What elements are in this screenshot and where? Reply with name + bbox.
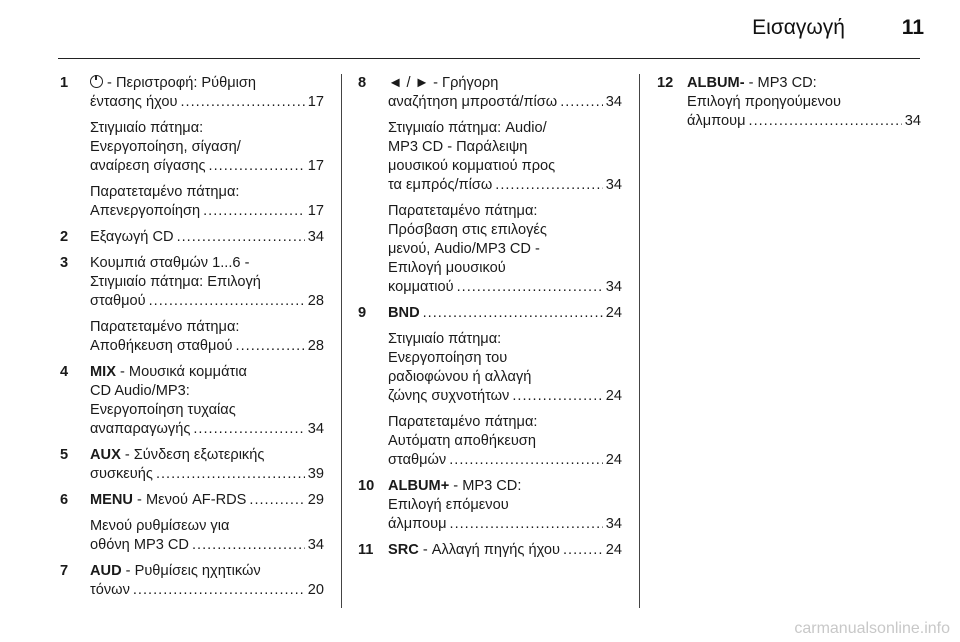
page-ref: 34 xyxy=(605,177,622,193)
entry-text: - MP3 CD: xyxy=(744,75,817,91)
entry-number: 1 xyxy=(60,75,69,91)
entry-10 xyxy=(358,477,622,534)
page-ref: 34 xyxy=(307,421,324,437)
entry-number: 7 xyxy=(60,563,69,579)
sub-entry xyxy=(60,517,324,555)
page-ref: 24 xyxy=(605,542,622,558)
header-rule xyxy=(58,58,920,59)
entry-text: Στιγμιαίο πάτημα: xyxy=(388,331,502,347)
entry-3 xyxy=(60,254,324,311)
page-ref: 24 xyxy=(605,452,622,468)
entry-7 xyxy=(60,562,324,600)
entry-text: Απενεργοποίηση xyxy=(90,203,201,219)
power-knob-icon xyxy=(90,75,103,88)
entry-number: 5 xyxy=(60,447,69,463)
entry-1 xyxy=(60,74,324,112)
entry-text: ραδιοφώνου ή αλλαγή xyxy=(388,369,532,385)
sub-entry xyxy=(60,183,324,221)
page-ref: 17 xyxy=(307,94,324,110)
button-key-label: BND xyxy=(388,305,420,321)
entry-text: Ενεργοποίηση, σίγαση/ xyxy=(90,139,241,155)
page-ref: 34 xyxy=(605,516,622,532)
page-ref: 34 xyxy=(307,229,324,245)
page-ref: 17 xyxy=(307,203,324,219)
page-ref: 28 xyxy=(307,293,324,309)
sub-entry xyxy=(358,202,622,297)
entry-text: άλμπουμ xyxy=(687,113,746,129)
column-divider xyxy=(341,74,342,608)
page-ref: 17 xyxy=(307,158,324,174)
entry-9 xyxy=(358,304,622,323)
page-ref: 39 xyxy=(307,466,324,482)
entry-number: 6 xyxy=(60,492,69,508)
page-ref: 34 xyxy=(904,113,921,129)
entry-text: CD Audio/MP3: xyxy=(90,383,190,399)
entry-text: Επιλογή προηγούμενου xyxy=(687,94,842,110)
entry-text: - Μενού AF-RDS xyxy=(132,492,247,508)
entry-text: Στιγμιαίο πάτημα: xyxy=(90,120,204,136)
button-key-label: AUD xyxy=(90,563,122,579)
entry-text: - Μουσικά κομμάτια xyxy=(115,364,247,380)
entry-number: 11 xyxy=(358,542,374,558)
entry-text: σταθμού xyxy=(90,293,146,309)
entry-number: 12 xyxy=(657,75,674,91)
entry-text: - Ρυθμίσεις ηχητικών xyxy=(121,563,261,579)
entry-text: αναίρεση σίγασης xyxy=(90,158,206,174)
entry-text: Παρατεταμένο πάτημα: xyxy=(388,203,538,219)
entry-text: Αυτόματη αποθήκευση xyxy=(388,433,536,449)
page-ref: 34 xyxy=(307,537,324,553)
watermark: carmanualsonline.info xyxy=(794,620,950,637)
entry-number: 9 xyxy=(358,305,367,321)
entry-text: αναζήτηση μπροστά/πίσω xyxy=(388,94,558,110)
button-key-label: AUX xyxy=(90,447,121,463)
button-key-label: ALBUM- xyxy=(687,75,745,91)
entry-text: Παρατεταμένο πάτημα: xyxy=(90,184,240,200)
entry-text: Στιγμιαίο πάτημα: Audio/ xyxy=(388,120,547,136)
page-ref: 24 xyxy=(605,388,622,404)
entry-text: - Αλλαγή πηγής ήχου xyxy=(418,542,560,558)
entry-8: 8 ◄ / ► - Γρήγορη αναζήτηση μπροστά/πίσω ..... 34 xyxy=(358,74,622,112)
entry-text: MP3 CD - Παράλειψη xyxy=(388,139,528,155)
entry-text: άλμπουμ xyxy=(388,516,447,532)
entry-text: - Γρήγορη xyxy=(429,75,499,91)
column-1 xyxy=(60,74,324,607)
right-arrow-icon: ► xyxy=(414,75,430,91)
entry-5 xyxy=(60,446,324,484)
entry-4 xyxy=(60,363,324,439)
entry-text: κομματιού xyxy=(388,279,454,295)
entry-number: 8 xyxy=(358,75,367,91)
entry-text: Στιγμιαίο πάτημα: Επιλογή xyxy=(90,274,261,290)
sub-entry xyxy=(358,330,622,406)
entry-text: Κουμπιά σταθμών 1...6 - xyxy=(90,255,250,271)
button-key-label: MIX xyxy=(90,364,116,380)
left-arrow-icon: ◄ xyxy=(388,75,403,91)
entry-text: Εξαγωγή CD xyxy=(90,229,174,245)
entry-11 xyxy=(358,541,622,560)
page-title: Εισαγωγή xyxy=(752,16,845,39)
entry-text: ζώνης συχνοτήτων xyxy=(388,388,510,404)
entry-text: Πρόσβαση στις επιλογές xyxy=(388,222,547,238)
entry-text: Επιλογή επόμενου xyxy=(388,497,509,513)
sub-entry xyxy=(60,119,324,176)
column-3 xyxy=(657,74,921,138)
entry-text: τόνων xyxy=(90,582,130,598)
entry-text: Μενού ρυθμίσεων για xyxy=(90,518,230,534)
button-key-label: MENU xyxy=(90,492,133,508)
page-ref: 29 xyxy=(307,492,324,508)
sub-entry xyxy=(358,413,622,470)
entry-text: Αποθήκευση σταθμού xyxy=(90,338,233,354)
sub-entry xyxy=(358,119,622,195)
entry-text: Παρατεταμένο πάτημα: xyxy=(388,414,538,430)
entry-12 xyxy=(657,74,921,131)
page-ref: 34 xyxy=(605,94,622,110)
page-ref: 34 xyxy=(605,279,622,295)
entry-number: 2 xyxy=(60,229,69,245)
entry-text: τα εμπρός/πίσω xyxy=(388,177,493,193)
entry-text: - Σύνδεση εξωτερικής xyxy=(120,447,265,463)
entry-text: Ενεργοποίηση τυχαίας xyxy=(90,402,236,418)
entry-text: συσκευής xyxy=(90,466,153,482)
page-ref: 24 xyxy=(605,305,622,321)
entry-number: 10 xyxy=(358,478,375,494)
entry-text: - Περιστροφή: Ρύθμιση xyxy=(103,75,257,91)
entry-text: μενού, Audio/MP3 CD - xyxy=(388,241,540,257)
entry-text: Ενεργοποίηση του xyxy=(388,350,508,366)
entry-text: οθόνη MP3 CD xyxy=(90,537,189,553)
page-ref: 28 xyxy=(307,338,324,354)
entry-text: έντασης ήχου xyxy=(90,94,178,110)
page-ref: 20 xyxy=(307,582,324,598)
entry-text: - MP3 CD: xyxy=(449,478,522,494)
page-number: 11 xyxy=(901,16,924,39)
entry-text: μουσικού κομματιού προς xyxy=(388,158,556,174)
entry-2 xyxy=(60,228,324,247)
sub-entry xyxy=(60,318,324,356)
entry-text: σταθμών xyxy=(388,452,447,468)
entry-number: 3 xyxy=(60,255,69,271)
button-key-label: ALBUM+ xyxy=(388,478,450,494)
column-2 xyxy=(358,74,622,567)
entry-text: αναπαραγωγής xyxy=(90,421,191,437)
column-divider xyxy=(639,74,640,608)
button-key-label: SRC xyxy=(388,542,419,558)
entry-text: Επιλογή μουσικού xyxy=(388,260,506,276)
entry-6 xyxy=(60,491,324,510)
entry-text: Παρατεταμένο πάτημα: xyxy=(90,319,240,335)
entry-number: 4 xyxy=(60,364,69,380)
